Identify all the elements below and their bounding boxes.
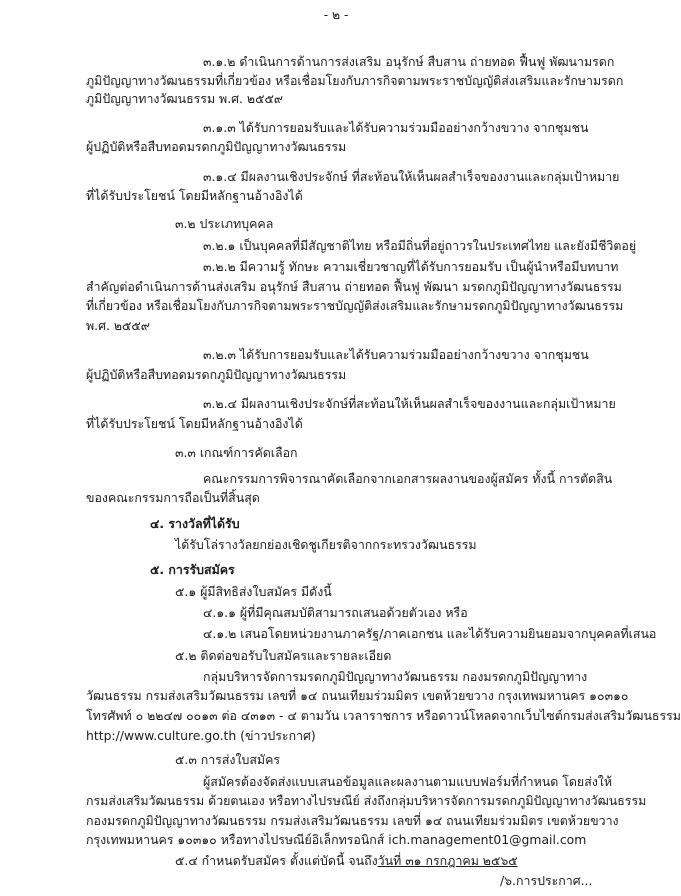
line-3-2-3: ๓.๒.๓ ได้รับการยอมรับและได้รับความร่วมมืออย่างกว้างขวาง จากชุมชน: [203, 347, 589, 363]
line-3-2-4-cont: ที่ได้รับประโยชน์ โดยมีหลักฐานอ้างอิงได้: [86, 415, 303, 431]
heading-5: ๕. การรับสมัคร: [150, 562, 235, 578]
heading-5-3: ๕.๓ การส่งใบสมัคร: [175, 752, 281, 768]
heading-5-2: ๕.๒ ติดต่อขอรับใบสมัครและรายละเอียด: [175, 647, 392, 663]
line-5-2-cont1: วัฒนธรรม กรมส่งเสริมวัฒนธรรม เลขที่ ๑๔ ถนนเทียมร่วมมิตร เขตห้วยขวาง กรุงเทพมหานคร ๑๐๓๑๐: [86, 688, 629, 704]
heading-4: ๔. รางวัลที่ได้รับ: [150, 515, 240, 531]
line-3-2-1: ๓.๒.๑ เป็นบุคคลที่มีสัญชาติไทย หรือมีถิ่นที่อยู่ถาวรในประเทศไทย และยังมีชีวิตอยู่: [203, 237, 637, 253]
line-5-3-cont2: กองมรดกภูมิปัญญาทางวัฒนธรรม กรมส่งเสริมวัฒนธรรม เลขที่ ๑๔ ถนนเทียมร่วมมิตร เขตห้วยขวาง: [86, 812, 619, 828]
website-link[interactable]: http://www.culture.go.th (ข่าวประกาศ): [86, 728, 316, 744]
line-3-2-3-cont: ผู้ปฏิบัติหรือสืบทอดมรดกภูมิปัญญาทางวัฒนธรรม: [86, 366, 347, 382]
next-page-ref: /๖.การประกาศ...: [500, 873, 593, 888]
line-3-2-2-cont1: สำคัญต่อดำเนินการด้านส่งเสริม อนุรักษ์ สืบสาน ถ่ายทอด ฟื้นฟู พัฒนา มรดกภูมิปัญญาทางวัฒนธรรม: [86, 278, 622, 294]
line-3-2-2: ๓.๒.๒ มีความรู้ ทักษะ ความเชี่ยวชาญที่ได้รับการยอมรับ เป็นผู้นำหรือมีบทบาท: [203, 259, 619, 274]
line-3-1-2-cont: ภูมิปัญญาทางวัฒนธรรมที่เกี่ยวข้อง หรือเชื่อมโยงกับภารกิจตามพระราชบัญญัติส่งเสริมและรักษามรดก: [86, 72, 624, 88]
line-5-3-body: ผู้สมัครต้องจัดส่งแบบเสนอข้อมูลและผลงานตามแบบฟอร์มที่กำหนด โดยส่งให้: [203, 773, 613, 789]
line-5-3-cont1: กรมส่งเสริมวัฒนธรรม ด้วยตนเอง หรือทางไปรษณีย์ ส่งถึงกลุ่มบริหารจัดการมรดกภูมิปัญญาทางวัฒนธรรม: [86, 793, 647, 809]
line-4-1-1: ๔.๑.๑ ผู้ที่มีคุณสมบัติสามารถเสนอด้วยตัวเอง หรือ: [203, 604, 468, 620]
deadline-date: วันที่ ๓๑ กรกฎาคม ๒๕๖๕: [377, 852, 518, 868]
page-number: - ๒ -: [323, 7, 349, 22]
line-4-1-2: ๔.๑.๒ เสนอโดยหน่วยงานภาครัฐ/ภาคเอกชน และได้รับความยินยอมจากบุคคลที่เสนอ: [203, 626, 657, 642]
line-3-1-2: ๓.๑.๒ ดำเนินการด้านการส่งเสริม อนุรักษ์ สืบสาน ถ่ายทอด ฟื้นฟู พัฒนามรดก: [203, 54, 615, 69]
line-3-2-2-cont2: ที่เกี่ยวข้อง หรือเชื่อมโยงกับภารกิจตามพระราชบัญญัติส่งเสริมและรักษามรดกภูมิปัญญาทางวัฒนธรรม: [86, 297, 624, 313]
line-3-3-cont: ของคณะกรรมการถือเป็นที่สิ้นสุด: [86, 489, 260, 505]
line-3-1-4: ๓.๑.๔ มีผลงานเชิงประจักษ์ ที่สะท้อนให้เห็นผลสำเร็จของงานและกลุ่มเป้าหมาย: [203, 169, 620, 184]
line-3-1-4-cont: ที่ได้รับประโยชน์ โดยมีหลักฐานอ้างอิงได้: [86, 187, 303, 203]
line-5-2-cont2: โทรศัพท์ ๐ ๒๒๔๗ ๐๐๑๓ ต่อ ๔๓๑๓ - ๔ ตามวัน เวลาราชการ หรือดาวน์โหลดจากเว็บไซต์กรมส่งเสริมวัฒนธรรม: [86, 707, 681, 723]
line-3-3-body: คณะกรรมการพิจารณาคัดเลือกจากเอกสารผลงานของผู้สมัคร ทั้งนี้ การตัดสิน: [203, 470, 613, 486]
line-5-4: [175, 852, 518, 870]
line-3-1-3: ๓.๑.๓ ได้รับการยอมรับและได้รับความร่วมมืออย่างกว้างขวาง จากชุมชน: [203, 119, 589, 135]
line-5-4-label: ๕.๔ กำหนดรับสมัคร ตั้งแต่บัดนี้ จนถึง: [175, 852, 378, 868]
line-5-2-body: กลุ่มบริหารจัดการมรดกภูมิปัญญาทางวัฒนธรรม กองมรดกภูมิปัญญาทาง: [203, 668, 588, 684]
line-3-2-2-end: พ.ศ. ๒๕๕๙: [86, 318, 150, 334]
heading-3-2: ๓.๒ ประเภทบุคคล: [175, 216, 274, 232]
line-5-3-email[interactable]: กรุงเทพมหานคร ๑๐๓๑๐ หรือทางไปรษณีย์อิเล็กทรอนิกส์ ich.management01@gmail.com: [86, 832, 587, 848]
line-3-1-3-cont: ผู้ปฏิบัติหรือสืบทอดมรดกภูมิปัญญาทางวัฒนธรรม: [86, 139, 347, 155]
line-3-1-2-end: ภูมิปัญญาทางวัฒนธรรม พ.ศ. ๒๕๕๙: [86, 91, 283, 107]
line-4-body: ได้รับโล่รางวัลยกย่องเชิดชูเกียรติจากกระทรวงวัฒนธรรม: [175, 537, 477, 553]
heading-5-1: ๕.๑ ผู้มีสิทธิส่งใบสมัคร มีดังนี้: [175, 583, 332, 599]
heading-3-3: ๓.๓ เกณฑ์การคัดเลือก: [175, 444, 298, 460]
line-3-2-4: ๓.๒.๔ มีผลงานเชิงประจักษ์ที่สะท้อนให้เห็นผลสำเร็จของงานและกลุ่มเป้าหมาย: [203, 396, 616, 412]
